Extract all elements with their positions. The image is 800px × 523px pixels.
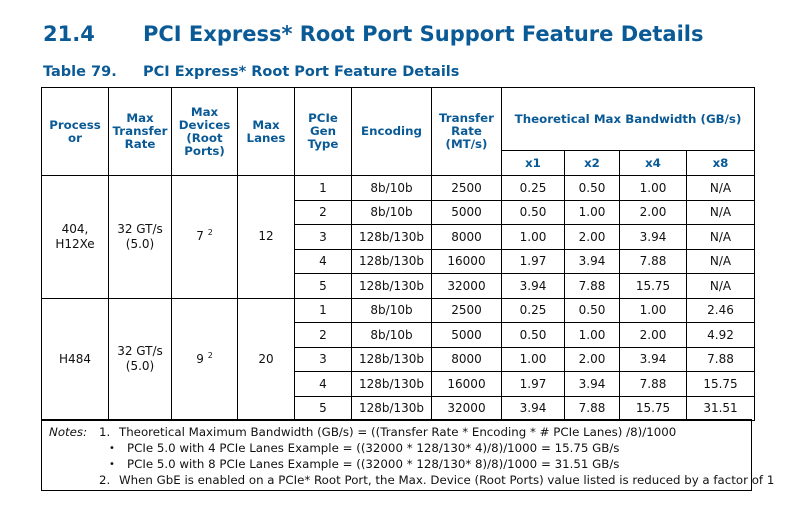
cell-encoding: 128b/130b (352, 372, 432, 397)
cell-bw-x4: 1.00 (620, 176, 687, 201)
cell-bw-x8: N/A (687, 176, 755, 201)
cell-gen: 4 (295, 249, 352, 274)
header-pgt-l3: Type (307, 137, 339, 151)
cell-transfer-rate: 2500 (432, 176, 502, 201)
cell-bw-x1: 0.25 (502, 176, 565, 201)
header-process (42, 88, 109, 176)
cell-process (42, 298, 109, 421)
cell-bw-x2: 1.00 (565, 200, 620, 225)
cell-bw-x1: 0.25 (502, 298, 565, 323)
cell-bw-x2: 2.00 (565, 225, 620, 250)
cell-transfer-rate: 16000 (432, 249, 502, 274)
header-md-l2: Devices (178, 117, 231, 132)
cell-bw-x4: 2.00 (620, 323, 687, 348)
cell-encoding: 8b/10b (352, 298, 432, 323)
footnote-ref: 2 (207, 350, 213, 360)
header-process-l2: or (68, 130, 82, 145)
header-tr-l3: (MT/s) (445, 137, 488, 151)
section-number: 21.4 (43, 22, 95, 46)
header-pcie-gen-type (295, 88, 352, 176)
cell-bw-x2: 2.00 (565, 347, 620, 372)
cell-bw-x2: 7.88 (565, 396, 620, 421)
cell-bw-x1: 1.97 (502, 249, 565, 274)
table-caption (43, 64, 459, 80)
cell-bw-x8: 15.75 (687, 372, 755, 397)
process-line: H484 (59, 351, 91, 366)
header-mtr-l2: Transfer (112, 124, 168, 138)
header-md-l4: Ports) (184, 143, 225, 158)
header-tr-l2: Rate (451, 124, 482, 138)
header-lane-x1: x1 (502, 151, 565, 176)
cell-gen: 4 (295, 372, 352, 397)
cell-gen: 1 (295, 298, 352, 323)
section-heading (43, 22, 704, 46)
header-md-l1: Max (190, 104, 219, 119)
table-row (42, 176, 755, 201)
header-ml-l1: Max (252, 117, 280, 132)
cell-encoding: 128b/130b (352, 347, 432, 372)
cell-bw-x2: 3.94 (565, 372, 620, 397)
cell-bw-x8: N/A (687, 225, 755, 250)
cell-max-lanes: 20 (238, 298, 295, 421)
cell-max-transfer-rate (109, 298, 172, 421)
cell-max-devices (172, 176, 238, 299)
note-bullet-2: • (109, 459, 115, 470)
cell-bw-x2: 7.88 (565, 274, 620, 299)
cell-gen: 1 (295, 176, 352, 201)
cell-bw-x4: 15.75 (620, 396, 687, 421)
table-notes (41, 419, 775, 491)
cell-max-transfer-rate (109, 176, 172, 299)
header-ml-l2: Lanes (246, 130, 286, 145)
cell-bw-x2: 0.50 (565, 176, 620, 201)
cell-bw-x4: 15.75 (620, 274, 687, 299)
cell-bw-x2: 3.94 (565, 249, 620, 274)
cell-transfer-rate: 5000 (432, 323, 502, 348)
cell-bw-x2: 1.00 (565, 323, 620, 348)
cell-gen: 2 (295, 200, 352, 225)
note-2-marker: 2. (99, 473, 111, 487)
cell-transfer-rate: 5000 (432, 200, 502, 225)
note-2-text: When GbE is enabled on a PCIe* Root Port, the Max. Device (Root Ports) value listed is reduced by a factor of 1 (119, 473, 775, 487)
cell-bw-x1: 0.50 (502, 323, 565, 348)
max-transfer-rate-line: (5.0) (125, 236, 155, 251)
max-transfer-rate-line: 32 GT/s (117, 344, 163, 359)
max-transfer-rate-line: (5.0) (125, 359, 155, 374)
cell-bw-x1: 1.00 (502, 347, 565, 372)
cell-transfer-rate: 16000 (432, 372, 502, 397)
header-process-l1: Process (49, 117, 101, 132)
cell-bw-x1: 3.94 (502, 396, 565, 421)
cell-bw-x4: 7.88 (620, 249, 687, 274)
cell-gen: 3 (295, 225, 352, 250)
cell-bw-x8: 2.46 (687, 298, 755, 323)
max-devices-value: 7 (196, 229, 204, 244)
cell-transfer-rate: 32000 (432, 396, 502, 421)
header-md-l3: (Root (186, 130, 223, 145)
header-mtr-l1: Max (126, 111, 154, 125)
cell-bw-x1: 0.50 (502, 200, 565, 225)
cell-bw-x8: 31.51 (687, 396, 755, 421)
cell-encoding: 128b/130b (352, 396, 432, 421)
cell-encoding: 8b/10b (352, 200, 432, 225)
cell-gen: 5 (295, 396, 352, 421)
header-transfer-rate (432, 88, 502, 176)
cell-bw-x8: 7.88 (687, 347, 755, 372)
cell-transfer-rate: 8000 (432, 347, 502, 372)
max-devices-value: 9 (196, 351, 204, 366)
section-title: PCI Express* Root Port Support Feature Details (143, 22, 704, 46)
header-lane-x8: x8 (687, 151, 755, 176)
cell-gen: 3 (295, 347, 352, 372)
cell-process (42, 176, 109, 299)
note-bullet-1: • (109, 443, 115, 454)
header-lane-x4: x4 (620, 151, 687, 176)
cell-gen: 5 (295, 274, 352, 299)
note-bullet-2-text: PCIe 5.0 with 8 PCIe Lanes Example = ((32000 * 128/130* 8)/8)/1000 = 31.51 GB/s (127, 457, 620, 471)
cell-bw-x8: N/A (687, 200, 755, 225)
max-transfer-rate-line: 32 GT/s (117, 221, 163, 236)
note-1-marker: 1. (99, 425, 111, 439)
cell-bw-x4: 3.94 (620, 347, 687, 372)
footnote-ref: 2 (207, 228, 213, 238)
cell-bw-x2: 0.50 (565, 298, 620, 323)
cell-encoding: 128b/130b (352, 225, 432, 250)
notes-label: Notes: (49, 425, 88, 439)
cell-transfer-rate: 2500 (432, 298, 502, 323)
header-tr-l1: Transfer (439, 111, 494, 125)
header-max-transfer-rate (109, 88, 172, 176)
table-title: PCI Express* Root Port Feature Details (143, 64, 460, 80)
cell-max-lanes: 12 (238, 176, 295, 299)
cell-bw-x4: 7.88 (620, 372, 687, 397)
header-mtr-l3: Rate (124, 137, 156, 151)
header-pgt-l1: PCIe (308, 111, 338, 125)
cell-encoding: 8b/10b (352, 323, 432, 348)
header-bandwidth: Theoretical Max Bandwidth (GB/s) (502, 88, 755, 151)
cell-bw-x4: 2.00 (620, 200, 687, 225)
cell-bw-x1: 3.94 (502, 274, 565, 299)
header-lane-x2: x2 (565, 151, 620, 176)
header-max-devices (172, 88, 238, 176)
process-line: H12Xe (55, 236, 95, 251)
header-encoding: Encoding (352, 88, 432, 176)
header-max-lanes (238, 88, 295, 176)
pcie-feature-table (41, 87, 755, 421)
cell-transfer-rate: 8000 (432, 225, 502, 250)
cell-transfer-rate: 32000 (432, 274, 502, 299)
cell-bw-x4: 3.94 (620, 225, 687, 250)
note-bullet-1-text: PCIe 5.0 with 4 PCIe Lanes Example = ((32000 * 128/130* 4)/8)/1000 = 15.75 GB/s (127, 441, 620, 455)
cell-bw-x8: N/A (687, 249, 755, 274)
cell-encoding: 128b/130b (352, 274, 432, 299)
cell-encoding: 128b/130b (352, 249, 432, 274)
table-row (42, 298, 755, 323)
cell-bw-x8: N/A (687, 274, 755, 299)
cell-bw-x4: 1.00 (620, 298, 687, 323)
cell-bw-x1: 1.97 (502, 372, 565, 397)
cell-max-devices (172, 298, 238, 421)
cell-gen: 2 (295, 323, 352, 348)
cell-bw-x1: 1.00 (502, 225, 565, 250)
note-1-text: Theoretical Maximum Bandwidth (GB/s) = ((Transfer Rate * Encoding * # PCIe Lanes) /8)/1000 (119, 425, 677, 439)
cell-encoding: 8b/10b (352, 176, 432, 201)
cell-bw-x8: 4.92 (687, 323, 755, 348)
process-line: 404, (61, 221, 89, 236)
table-number: Table 79. (43, 64, 117, 80)
table-body (42, 176, 755, 421)
header-pgt-l2: Gen (309, 124, 337, 138)
